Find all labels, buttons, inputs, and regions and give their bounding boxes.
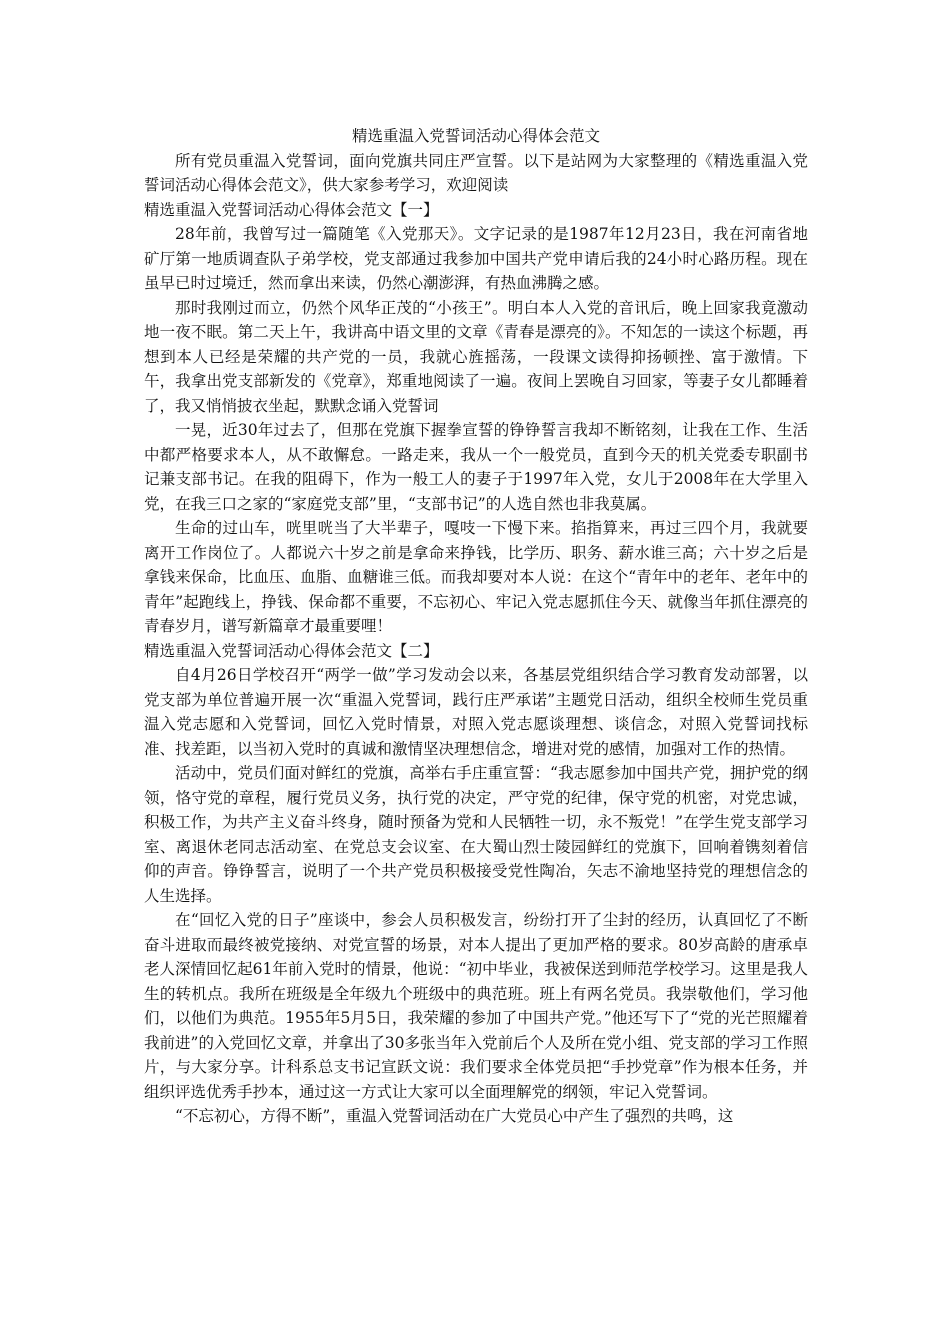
document-page: [144, 124, 808, 1129]
section-2-paragraph-1: 自4月26日学校召开“两学一做”学习发动会以来，各基层党组织结合学习教育发动部署，以党支部为单位普遍开展一次“重温入党誓词，践行庄严承诺”主题党日活动，组织全校师生党员重温入党志愿和入党誓词，回忆入党时情景，对照入党志愿谈理想、谈信念，对照入党誓词找标准、找差距，以当初入党时的真诚和激情坚决理想信念，增进对党的感情，加强对工作的热情。: [144, 666, 808, 758]
section-2-paragraph-3: 在“回忆入党的日子”座谈中，参会人员积极发言，纷纷打开了尘封的经历，认真回忆了不断奋斗进取而最终被党接纳、对党宣誓的场景，对本人提出了更加严格的要求。80岁高龄的唐承卓老人深情回忆起61年前入党时的情景，他说：“初中毕业，我被保送到师范学校学习。这里是我人生的转机点。我所在班级是全年级九个班级中的典范班。班上有两名党员。我崇敬他们，学习他们，以他们为典范。1955年5月5日，我荣耀的参加了中国共产党。”他还写下了“党的光芒照耀着我前进”的入党回忆文章，并拿出了30多张当年入党前后个人及所在党小组、党支部的学习工作照片，与大家分享。计科系总支书记宣跃文说：我们要求全体党员把“手抄党章”作为根本任务，并组织评选优秀手抄本，通过这一方式让大家可以全面理解党的纲领，牢记入党誓词。: [144, 911, 808, 1101]
intro-paragraph: 所有党员重温入党誓词，面向党旗共同庄严宣誓。以下是站网为大家整理的《精选重温入党誓词活动心得体会范文》，供大家参考学习，欢迎阅读: [144, 151, 808, 194]
section-1-paragraph-2: 那时我刚过而立，仍然个风华正茂的“小孩王”。明白本人入党的音讯后，晚上回家我竟激动地一夜不眠。第二天上午，我讲高中语文里的文章《青春是漂亮的》。不知怎的一读这个标题，再想到本人已经是荣耀的共产党的一员，我就心旌摇荡，一段课文读得抑扬顿挫、富于激情。下午，我拿出党支部新发的《党章》，郑重地阅读了一遍。夜间上罢晚自习回家，等妻子女儿都睡着了，我又悄悄披衣坐起，默默念诵入党誓词: [144, 298, 808, 415]
section-heading-2: 精选重温入党誓词活动心得体会范文【二】: [144, 641, 439, 660]
document-title: 精选重温入党誓词活动心得体会范文: [351, 127, 600, 145]
section-2-paragraph-4: “不忘初心，方得不断”，重温入党誓词活动在广大党员心中产生了强烈的共鸣，这: [175, 1107, 734, 1125]
section-1-paragraph-4: 生命的过山车，咣里咣当了大半辈子，嘎吱一下慢下来。掐指算来，再过三四个月，我就要离开工作岗位了。人都说六十岁之前是拿命来挣钱，比学历、职务、薪水谁三高；六十岁之后是拿钱来保命，比血压、血脂、血糖谁三低。而我却要对本人说：在这个“青年中的老年、老年中的青年”起跑线上，挣钱、保命都不重要，不忘初心、牢记入党志愿抓住今天、就像当年抓住漂亮的青春岁月，谱写新篇章才最重要哩！: [144, 519, 808, 635]
section-1-paragraph-1: 28年前，我曾写过一篇随笔《入党那天》。文字记录的是1987年12月23日，我在河南省地矿厅第一地质调查队子弟学校，党支部通过我参加中国共产党申请后我的24小时心路历程。现在虽早已时过境迁，然而拿出来读，仍然心潮澎湃，有热血沸腾之感。: [144, 225, 808, 292]
section-heading-1: 精选重温入党誓词活动心得体会范文【一】: [144, 200, 439, 219]
section-1-paragraph-3: 一晃，近30年过去了，但那在党旗下握拳宣誓的铮铮誓言我却不断铭刻，让我在工作、生活中都严格要求本人，从不敢懈怠。一路走来，我从一个一般党员，直到今天的机关党委专职副书记兼支部书记。在我的阻碍下，作为一般工人的妻子于1997年入党，女儿于2008年在大学里入党，在我三口之家的“家庭党支部”里，“支部书记”的人选自然也非我莫属。: [144, 421, 808, 513]
section-2-paragraph-2: 活动中，党员们面对鲜红的党旗，高举右手庄重宣誓：“我志愿参加中国共产党，拥护党的纲领，恪守党的章程，履行党员义务，执行党的决定，严守党的纪律，保守党的机密，对党忠诚，积极工作，为共产主义奋斗终身，随时预备为党和人民牺牲一切，永不叛党！”在学生党支部学习室、离退休老同志活动室、在党总支会议室、在大蜀山烈士陵园鲜红的党旗下，回响着镌刻着信仰的声音。铮铮誓言，说明了一个共产党员积极接受党性陶冶，矢志不渝地坚持党的理想信念的人生选择。: [144, 764, 808, 905]
